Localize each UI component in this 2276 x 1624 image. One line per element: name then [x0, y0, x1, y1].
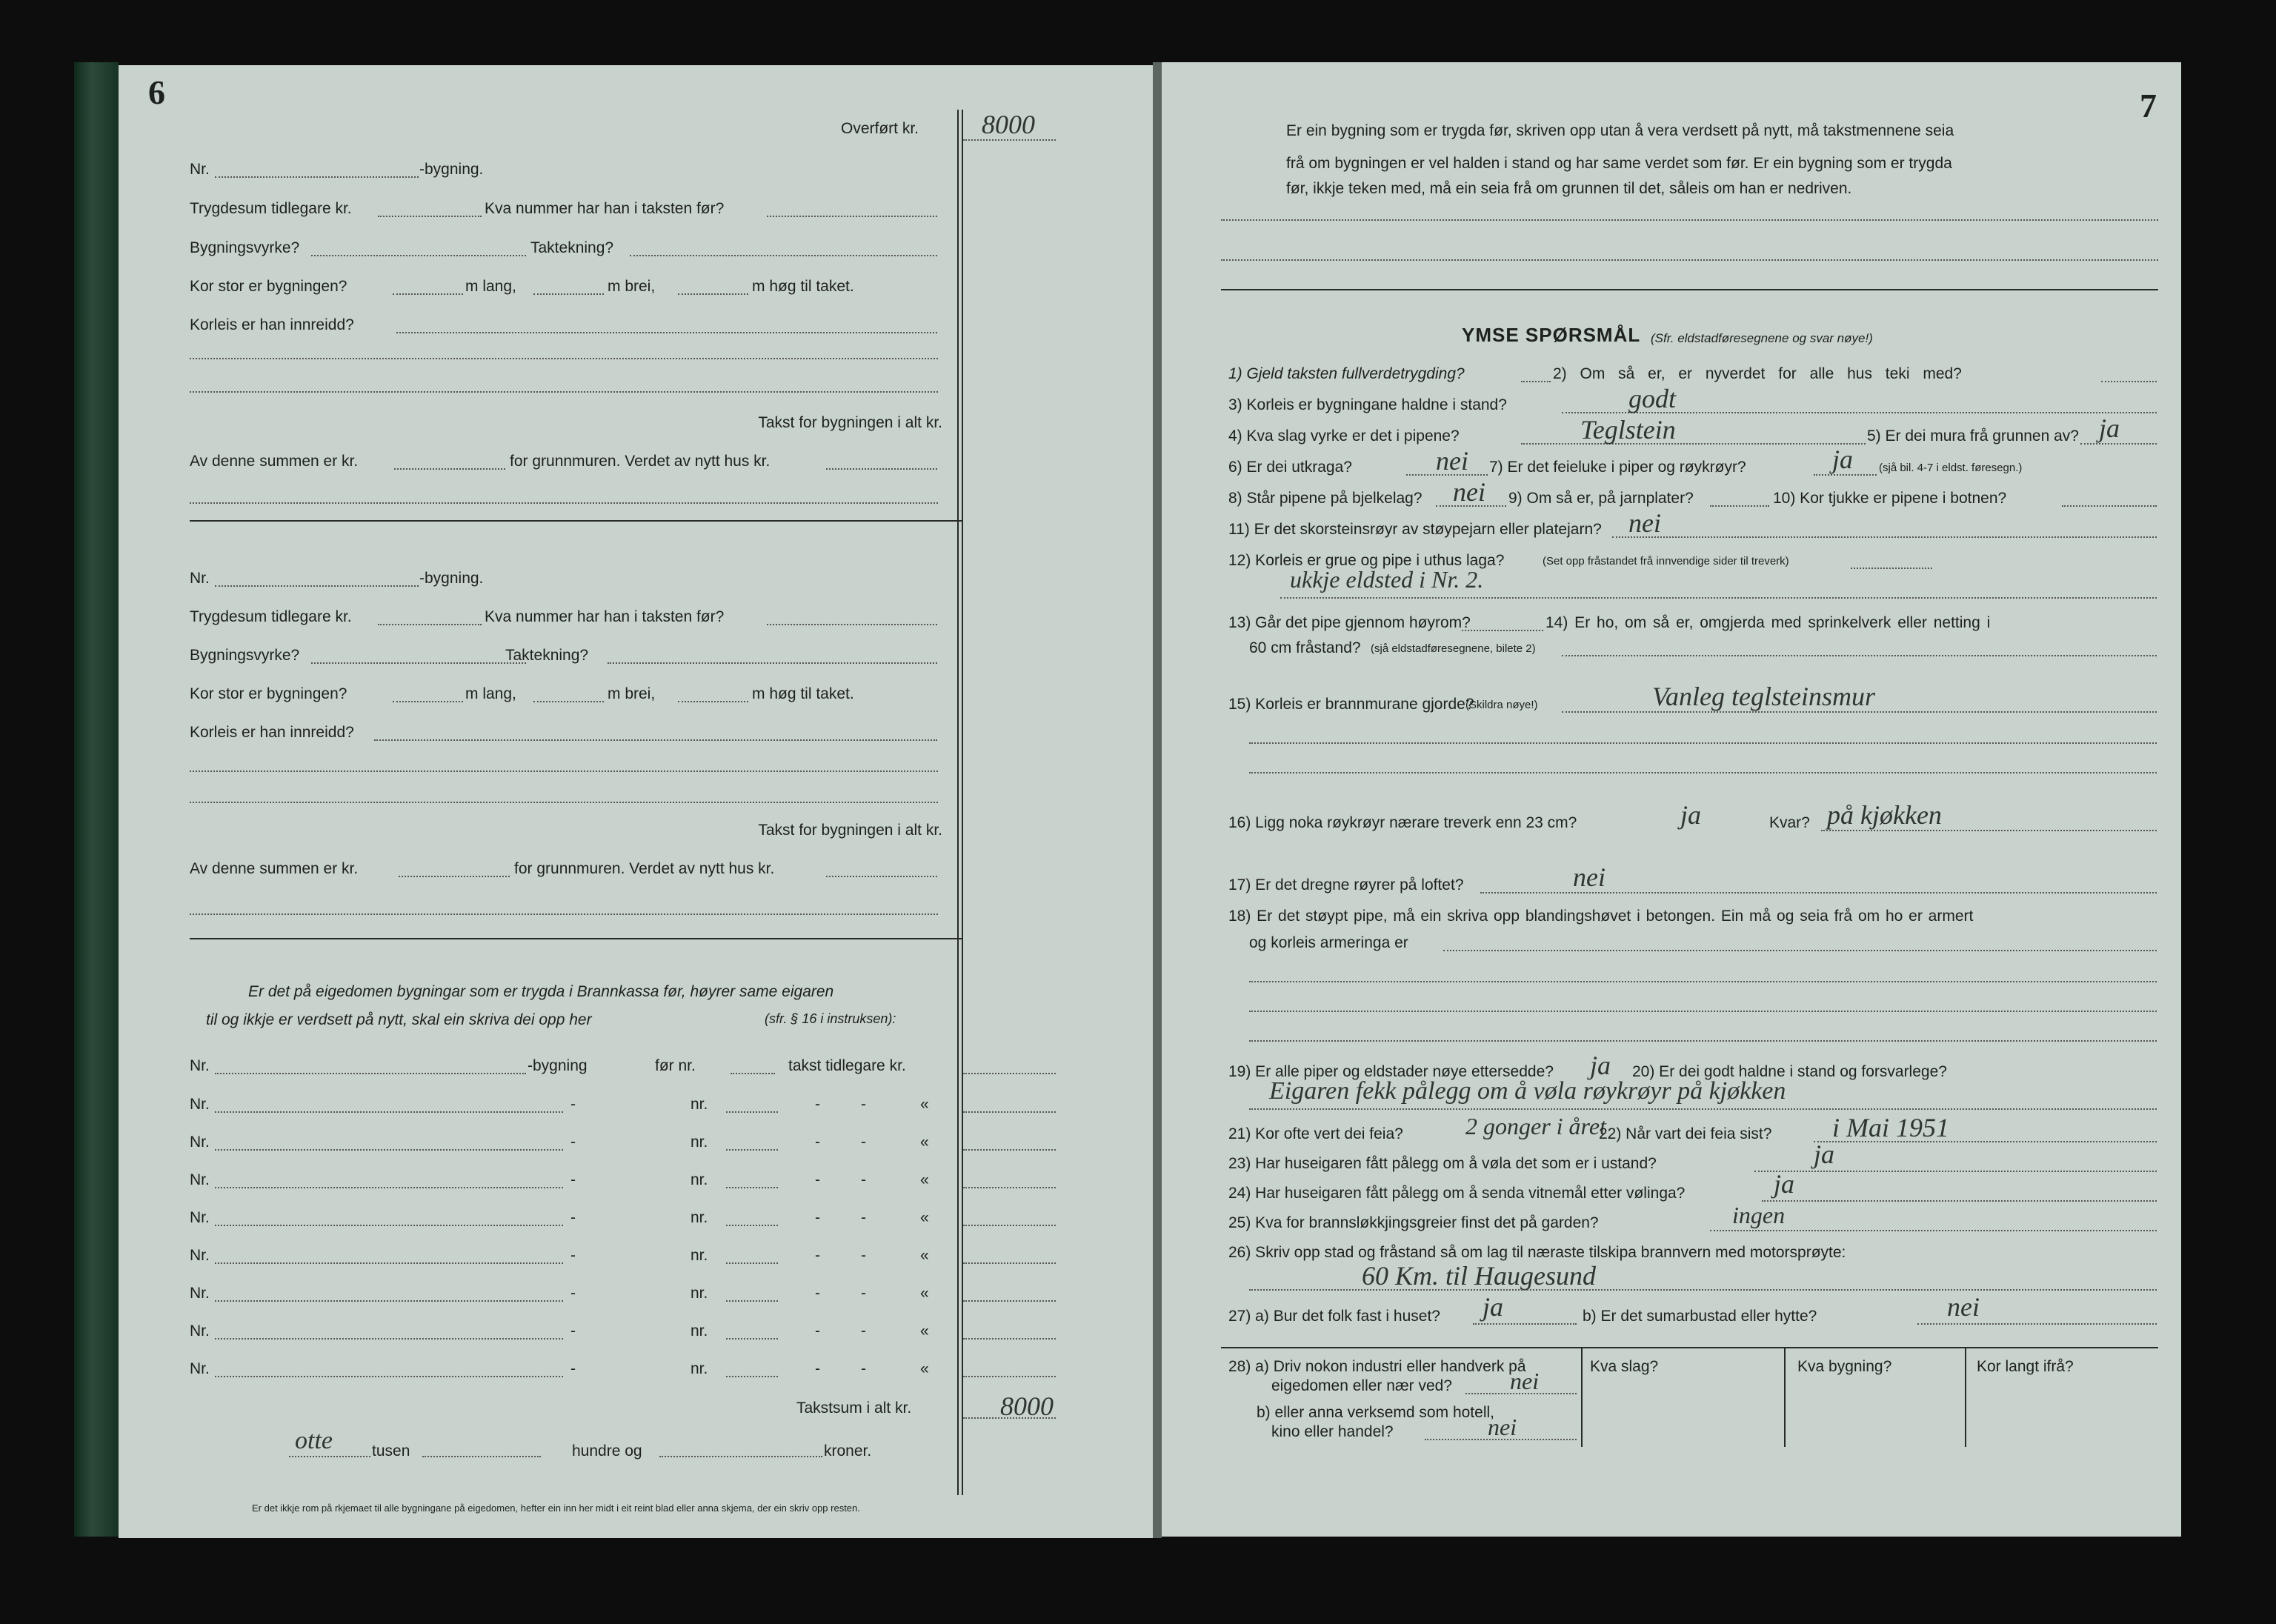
row-nr-label: nr. — [691, 1285, 708, 1302]
a27a: ja — [1483, 1292, 1504, 1322]
tusen-label: tusen — [372, 1442, 410, 1460]
q10: 10) Kor tjukke er pipene i botnen? — [1773, 490, 2007, 507]
row-dash: - — [570, 1209, 576, 1226]
col-bygning: -bygning — [528, 1057, 588, 1074]
av-denne-label: Av denne summen er kr. — [190, 860, 359, 877]
page-number-left: 6 — [148, 73, 165, 111]
row-dash: - — [815, 1285, 820, 1302]
q8: 8) Står pipene på bjelkelag? — [1228, 490, 1422, 507]
q16: 16) Ligg noka røykrøyr nærare treverk enn 23 cm? — [1228, 814, 1577, 831]
a28a: nei — [1510, 1368, 1540, 1394]
row-dash: - — [570, 1247, 576, 1264]
row-dash: - — [815, 1096, 820, 1113]
row-dash: - — [570, 1285, 576, 1302]
row-dash: - — [570, 1171, 576, 1188]
q18b: og korleis armeringa er — [1249, 934, 1408, 951]
takstsum-label: Takstsum i alt kr. — [796, 1400, 912, 1417]
a5: ja — [2099, 413, 2120, 443]
row-dash: - — [861, 1322, 866, 1340]
q18: 18) Er det støypt pipe, må ein skriva opp blandingshøvet i betongen. Ein må og seia frå om ho er armert — [1228, 908, 1974, 925]
row-dash: - — [861, 1247, 866, 1264]
grunnmur-label: for grunnmuren. Verdet av nytt hus kr. — [514, 860, 775, 877]
a23: ja — [1814, 1139, 1835, 1169]
italic-note-2: til og ikkje er verdsett på nytt, skal ein skriva dei opp her — [206, 1011, 592, 1028]
row-dash: - — [815, 1171, 820, 1188]
book-spine — [74, 62, 119, 1537]
row-dash: - — [815, 1322, 820, 1340]
a26: 60 Km. til Haugesund — [1362, 1261, 1597, 1291]
takst-label: Takst for bygningen i alt kr. — [758, 414, 942, 431]
bygningsvyrke-label: Bygningsvyrke? — [190, 239, 300, 256]
korleis-label: Korleis er han innreidd? — [190, 724, 354, 741]
q7-note: (sjå bil. 4-7 i eldst. føresegn.) — [1879, 462, 2023, 474]
kor-stor-label: Kor stor er bygningen? — [190, 278, 347, 295]
q19: 19) Er alle piper og eldstader nøye ettersedde? — [1228, 1063, 1554, 1080]
trygdesum-label: Trygdesum tidlegare kr. — [190, 200, 352, 217]
q17: 17) Er det dregne røyrer på loftet? — [1228, 876, 1464, 893]
bygningsvyrke-label: Bygningsvyrke? — [190, 647, 300, 664]
a28b: nei — [1488, 1414, 1517, 1440]
row-nr: Nr. — [190, 1322, 210, 1340]
q24: 24) Har huseigaren fått pålegg om å senda vitnemål etter vølinga? — [1228, 1185, 1686, 1202]
q2: 2) Om så er, er nyverdet for alle hus teki med? — [1553, 365, 1962, 382]
col-kva-slag: Kva slag? — [1590, 1358, 1659, 1375]
trygdesum-label: Trygdesum tidlegare kr. — [190, 608, 352, 625]
q20: 20) Er dei godt haldne i stand og forsvarlege? — [1632, 1063, 1947, 1080]
q15-note: (Skildra nøye!) — [1465, 699, 1538, 711]
row-nr: Nr. — [190, 1247, 210, 1264]
col-takst: takst tidlegare kr. — [788, 1057, 906, 1074]
a6: nei — [1436, 446, 1468, 476]
row-kr: « — [920, 1360, 929, 1377]
q14b: 60 cm fråstand? — [1249, 639, 1361, 656]
a3: godt — [1628, 384, 1677, 413]
q25: 25) Kva for brannsløkkjingsgreier finst det på garden? — [1228, 1214, 1599, 1231]
intro-line-1: Er ein bygning som er trygda før, skriven opp utan å vera verdsett på nytt, må takstmennene seia — [1286, 122, 1954, 139]
grunnmur-label: for grunnmuren. Verdet av nytt hus kr. — [510, 453, 771, 470]
kroner-label: kroner. — [824, 1442, 872, 1460]
q5: 5) Er dei mura frå grunnen av? — [1867, 427, 2079, 445]
col-kor-langt: Kor langt ifrå? — [1977, 1358, 2074, 1375]
a25: ingen — [1732, 1202, 1786, 1228]
q4: 4) Kva slag vyrke er det i pipene? — [1228, 427, 1460, 445]
m-brei-label: m brei, — [608, 685, 656, 702]
row-nr: Nr. — [190, 1360, 210, 1377]
footer-note: Er det ikkje rom på rkjemaet til alle bygningane på eigedomen, hefter ein inn her midt i eit reint blad eller anna skjema, der ein skriv opp resten. — [252, 1502, 860, 1514]
right-page — [1162, 62, 2181, 1537]
q3: 3) Korleis er bygningane haldne i stand? — [1228, 396, 1507, 413]
nr-label: Nr. — [190, 161, 210, 178]
overfort-label: Overført kr. — [841, 120, 919, 137]
q14b-note: (sjå eldstadføresegnene, bilete 2) — [1371, 642, 1536, 655]
a11: nei — [1628, 508, 1661, 538]
row-dash: - — [815, 1209, 820, 1226]
korleis-label: Korleis er han innreidd? — [190, 316, 354, 333]
a22: i Mai 1951 — [1832, 1113, 1949, 1142]
bygning-label: -bygning. — [419, 570, 484, 587]
overfort-value: 8000 — [982, 110, 1035, 139]
a15: Vanleg teglsteinsmur — [1652, 682, 1875, 711]
row-dash: - — [861, 1360, 866, 1377]
q28a-line2: eigedomen eller nær ved? — [1271, 1377, 1452, 1394]
m-lang-label: m lang, — [465, 685, 516, 702]
q16-kvar: Kvar? — [1769, 814, 1810, 831]
col-nr: Nr. — [190, 1057, 210, 1074]
a16: ja — [1680, 800, 1702, 830]
italic-note-2b: (sfr. § 16 i instruksen): — [765, 1011, 896, 1026]
q27a: 27) a) Bur det folk fast i huset? — [1228, 1308, 1440, 1325]
row-dash: - — [570, 1360, 576, 1377]
row-dash: - — [815, 1360, 820, 1377]
q26: 26) Skriv opp stad og fråstand så om lag til næraste tilskipa brannvern med motorsprøyte: — [1228, 1244, 1846, 1261]
takstsum-value: 8000 — [1000, 1391, 1054, 1421]
kva-nummer-label: Kva nummer har han i taksten før? — [485, 608, 725, 625]
section-heading-note: (Sfr. eldstadføresegnene og svar nøye!) — [1651, 331, 1873, 345]
row-nr-label: nr. — [691, 1247, 708, 1264]
row-dash: - — [815, 1134, 820, 1151]
a7: ja — [1832, 445, 1854, 474]
a16-kvar: på kjøkken — [1827, 800, 1942, 830]
q12: 12) Korleis er grue og pipe i uthus laga? — [1228, 552, 1505, 569]
q7: 7) Er det feieluke i piper og røykrøyr? — [1489, 459, 1746, 476]
row-kr: « — [920, 1134, 929, 1151]
q22: 22) Når vart dei feia sist? — [1599, 1125, 1772, 1142]
a12: ukkje eldsted i Nr. 2. — [1290, 566, 1484, 593]
row-dash: - — [570, 1096, 576, 1113]
kva-nummer-label: Kva nummer har han i taksten før? — [485, 200, 725, 217]
col-for-nr: før nr. — [655, 1057, 696, 1074]
m-hog-label: m høg til taket. — [752, 685, 854, 702]
left-page — [119, 65, 1153, 1538]
row-nr-label: nr. — [691, 1360, 708, 1377]
nr-label: Nr. — [190, 570, 210, 587]
bygning-label: -bygning. — [419, 161, 484, 178]
q23: 23) Har huseigaren fått pålegg om å vøla det som er i ustand? — [1228, 1155, 1657, 1172]
taktekning-label: Taktekning? — [505, 647, 589, 664]
q13: 13) Går det pipe gjennom høyrom? — [1228, 614, 1471, 631]
q1: 1) Gjeld taksten fullverdetrygding? — [1228, 365, 1465, 382]
row-nr-label: nr. — [691, 1171, 708, 1188]
row-dash: - — [861, 1134, 866, 1151]
row-nr: Nr. — [190, 1285, 210, 1302]
kor-stor-label: Kor stor er bygningen? — [190, 685, 347, 702]
taktekning-label: Taktekning? — [530, 239, 614, 256]
row-nr: Nr. — [190, 1171, 210, 1188]
m-lang-label: m lang, — [465, 278, 516, 295]
hundre-label: hundre og — [572, 1442, 642, 1460]
col-kva-bygning: Kva bygning? — [1797, 1358, 1892, 1375]
a24: ja — [1774, 1169, 1795, 1199]
q28b-line2: kino eller handel? — [1271, 1423, 1394, 1440]
takst-label: Takst for bygningen i alt kr. — [758, 822, 942, 839]
row-kr: « — [920, 1247, 929, 1264]
intro-line-2: frå om bygningen er vel halden i stand og har same verdet som før. Er ein bygning som er trygda — [1286, 155, 1952, 172]
m-hog-label: m høg til taket. — [752, 278, 854, 295]
q11: 11) Er det skorsteinsrøyr av støypejarn eller platejarn? — [1228, 521, 1602, 538]
row-nr-label: nr. — [691, 1096, 708, 1113]
amount-in-words: otte — [295, 1427, 333, 1454]
row-kr: « — [920, 1209, 929, 1226]
row-nr-label: nr. — [691, 1322, 708, 1340]
q15: 15) Korleis er brannmurane gjorde? — [1228, 696, 1474, 713]
a19: ja — [1590, 1051, 1611, 1080]
a20: Eigaren fekk pålegg om å vøla røykrøyr på kjøkken — [1269, 1077, 1786, 1105]
row-nr: Nr. — [190, 1134, 210, 1151]
row-dash: - — [861, 1096, 866, 1113]
row-kr: « — [920, 1322, 929, 1340]
row-nr: Nr. — [190, 1096, 210, 1113]
a8: nei — [1453, 477, 1485, 507]
book-gutter — [1153, 62, 1162, 1538]
section-heading: YMSE SPØRSMÅL — [1462, 324, 1641, 346]
q27b: b) Er det sumarbustad eller hytte? — [1583, 1308, 1817, 1325]
row-kr: « — [920, 1171, 929, 1188]
q21: 21) Kor ofte vert dei feia? — [1228, 1125, 1403, 1142]
row-dash: - — [861, 1209, 866, 1226]
row-nr-label: nr. — [691, 1209, 708, 1226]
row-dash: - — [861, 1285, 866, 1302]
row-dash: - — [861, 1171, 866, 1188]
row-dash: - — [570, 1134, 576, 1151]
q14: 14) Er ho, om så er, omgjerda med sprinkelverk eller netting i — [1545, 614, 1991, 631]
a17: nei — [1573, 862, 1605, 892]
q9: 9) Om så er, på jarnplater? — [1508, 490, 1694, 507]
q6: 6) Er dei utkraga? — [1228, 459, 1352, 476]
a27b: nei — [1947, 1292, 1980, 1322]
m-brei-label: m brei, — [608, 278, 656, 295]
row-nr: Nr. — [190, 1209, 210, 1226]
page-number-right: 7 — [2140, 87, 2157, 124]
row-dash: - — [815, 1247, 820, 1264]
a21: 2 gonger i året — [1465, 1113, 1606, 1139]
italic-note-1: Er det på eigedomen bygningar som er trygda i Brannkassa før, høyrer same eigaren — [248, 983, 834, 1000]
q12-note: (Set opp fråstandet frå innvendige sider til treverk) — [1543, 555, 1789, 568]
a4: Teglstein — [1580, 415, 1676, 445]
q28b-line1: b) eller anna verksemd som hotell, — [1257, 1404, 1494, 1421]
intro-line-3: før, ikkje teken med, må ein seia frå om grunnen til det, såleis om han er nedriven. — [1286, 180, 1852, 197]
row-kr: « — [920, 1096, 929, 1113]
row-dash: - — [570, 1322, 576, 1340]
q28a-line1: 28) a) Driv nokon industri eller handverk på — [1228, 1358, 1526, 1375]
row-nr-label: nr. — [691, 1134, 708, 1151]
av-denne-label: Av denne summen er kr. — [190, 453, 359, 470]
row-kr: « — [920, 1285, 929, 1302]
